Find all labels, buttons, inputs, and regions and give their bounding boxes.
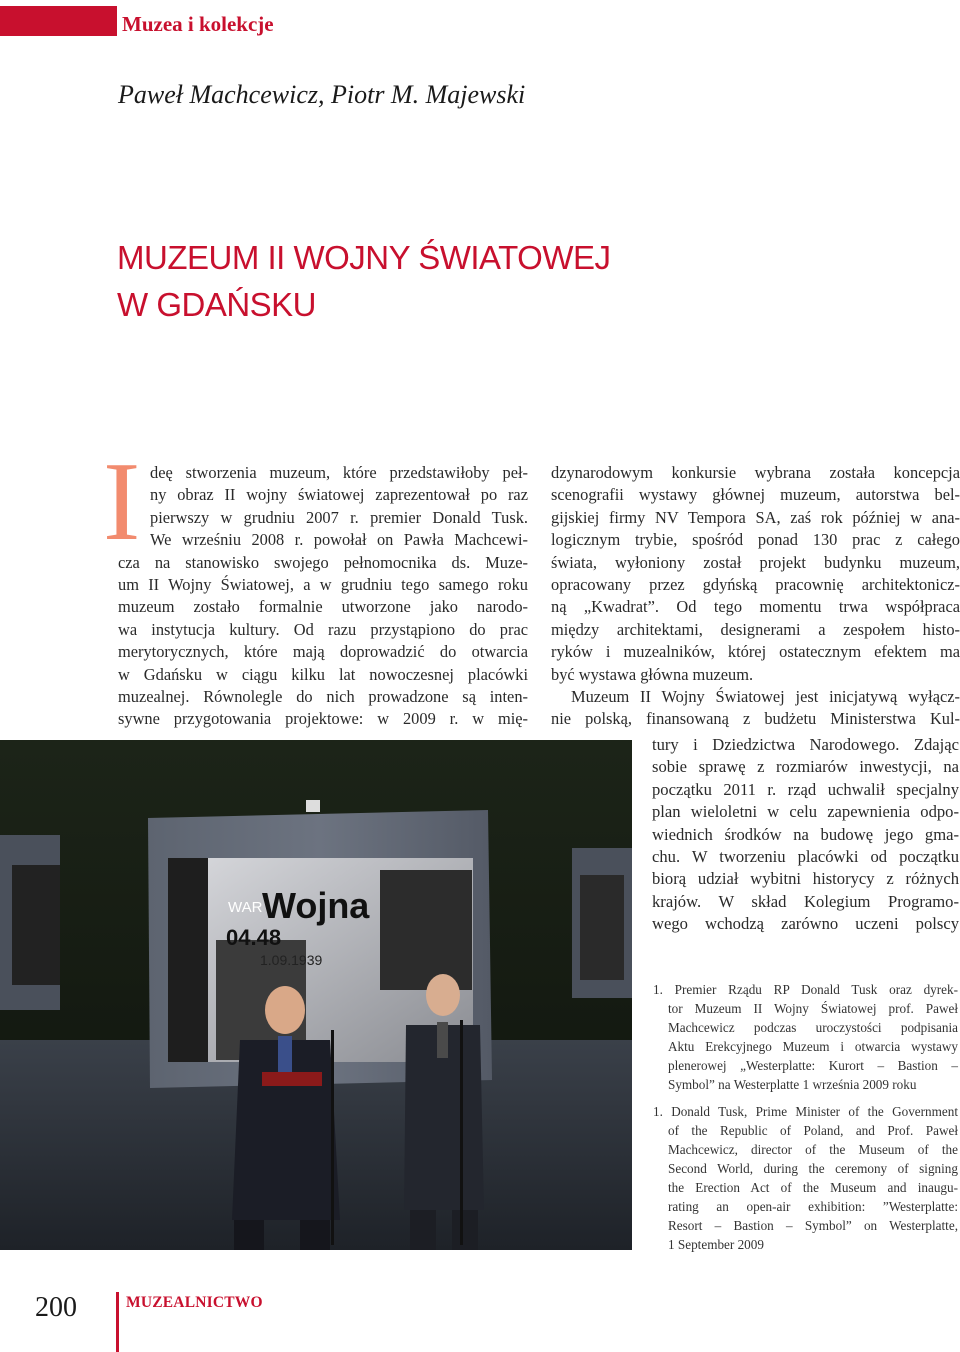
exhibit-sign-war: WAR [228, 899, 263, 916]
caption-line: plenerowej „Westerplatte: Kurort – Bastion – [668, 1058, 958, 1073]
title-line: W GDAŃSKU [117, 286, 317, 323]
microphone-stand-right [460, 1020, 463, 1245]
text-line: wiednich środków na budowę jego gma- [652, 824, 959, 844]
text-line: ryków i muzealników, której ostatecznym efektem ma [551, 642, 960, 662]
exhibit-sign-time: 04.48 [226, 925, 282, 950]
text-line: chu. W tworzeniu placówki od początku [652, 847, 959, 867]
caption-line: 1. Donald Tusk, Prime Minister of the Government [653, 1104, 958, 1119]
ceremony-photo [0, 740, 632, 1250]
caption-polish [653, 980, 958, 1094]
footer-divider [116, 1292, 119, 1352]
text-line: sobie sprawę z rozmiarów inwestycji, na [652, 757, 959, 777]
text-line: w Gdańsku w ciągu kilku lat nowoczesnej placówki [118, 664, 528, 684]
caption-line: Second World, during the ceremony of signing [668, 1161, 958, 1176]
body-column-right [551, 462, 960, 731]
spotlight [306, 800, 320, 812]
journal-name: MUZEALNICTWO [126, 1294, 263, 1311]
text-line: być wystawa główna muzeum. [551, 664, 754, 684]
caption-line: the Erection Act of the Museum and inaugu- [668, 1180, 958, 1195]
text-line: opracowany przez gdyńską pracownię architektonicz- [551, 575, 960, 595]
text-line: merytorycznych, które mają doprowadzić do otwarcia [118, 642, 528, 662]
caption-line: tor Muzeum II Wojny Światowej prof. Paweł [668, 1001, 958, 1016]
title-line: MUZEUM II WOJNY ŚWIATOWEJ [117, 239, 611, 276]
caption-line: 1. Premier Rządu RP Donald Tusk oraz dyrek- [653, 982, 958, 997]
exhibit-sign-date: 1.09.1939 [260, 952, 323, 968]
caption-english [653, 1102, 958, 1254]
text-line: krajów. W skład Kolegium Programo- [652, 891, 959, 911]
text-line: Muzeum II Wojny Światowej jest inicjatywą wyłącz- [571, 687, 960, 707]
text-line: um II Wojny Światowej, a w grudniu tego samego roku [118, 575, 528, 595]
text-line: biorą udział wybitni historycy z różnych [652, 869, 959, 889]
text-line: świata, wyłoniony został projekt budynku muzeum, [551, 552, 960, 572]
body-column-left [118, 462, 528, 731]
body-column-right-narrow [652, 734, 959, 936]
article-title [117, 234, 817, 328]
caption-line: Machcewicz, director of the Museum of the [668, 1142, 958, 1157]
text-line: logicznym trybie, spośród ponad 130 prac z całego [551, 530, 960, 550]
caption-line: Resort – Bastion – Symbol” on Westerplatte, [668, 1218, 958, 1233]
text-line: początku 2011 r. rząd uchwalił specjalny [652, 779, 959, 799]
page-number: 200 [35, 1292, 77, 1323]
document-folder [262, 1072, 322, 1086]
microphone-stand-left [331, 1030, 334, 1245]
caption-line: Symbol” na Westerplatte 1 września 2009 roku [668, 1077, 917, 1092]
text-line: We wrześniu 2008 r. powołał on Pawła Machcewi- [150, 530, 528, 550]
text-line: nie polską, finansowaną z budżetu Ministerstwa Kul- [551, 709, 960, 729]
text-line: wego wchodzą zarówno uczeni polscy [652, 914, 959, 934]
text-line: scenografii wystawy głównej muzeum, autorstwa bel- [551, 485, 960, 505]
text-line: ny obraz II wojny światowej zaprezentował po raz [150, 485, 528, 505]
section-color-block [0, 6, 117, 36]
caption-line: 1 September 2009 [668, 1237, 764, 1252]
text-line: muzealnej. Równolegle do nich prowadzone są inten- [118, 687, 528, 707]
section-label: Muzea i kolekcje [122, 12, 274, 36]
text-line: tury i Dziedzictwa Narodowego. Zdając [652, 735, 959, 754]
text-line: gijskiej firmy NV Tempora SA, zaś rok później w ana- [551, 507, 960, 527]
caption-line: of the Republic of Poland, and Prof. Paweł [668, 1123, 958, 1138]
text-line: wa instytucja kultury. Od razu przystąpiono do prac [118, 619, 528, 639]
text-line: między architektami, designerami a zespołem histo- [551, 619, 960, 639]
exhibit-sign-wojna: Wojna [262, 885, 370, 926]
text-line: muzeum zostało formalnie utworzone jako narodo- [118, 597, 528, 617]
text-line: pierwszy w grudniu 2007 r. premier Donald Tusk. [150, 507, 528, 527]
caption-line: rating an open-air exhibition: ”Westerplatte: [668, 1199, 958, 1214]
text-line: plan wieloletni w celu zapewnienia odpo- [652, 802, 959, 822]
text-line: deę stworzenia muzeum, które przedstawiłoby peł- [150, 463, 528, 482]
text-line: ną „Kwadrat”. Od tego momentu trwa współpraca [551, 597, 960, 617]
text-line: dzynarodowym konkursie wybrana została koncepcja [551, 463, 960, 482]
authors: Paweł Machcewicz, Piotr M. Majewski [118, 80, 526, 109]
caption-line: Aktu Erekcyjnego Muzeum i otwarcia wystawy [668, 1039, 958, 1054]
text-line: sywne przygotowania projektowe: w 2009 r. w mię- [118, 709, 528, 729]
caption-line: Machcewicz podczas uroczystości podpisania [668, 1020, 958, 1035]
text-line: cza na stanowisko swojego pełnomocnika ds. Muze- [118, 552, 528, 572]
drop-cap: I [103, 440, 141, 564]
